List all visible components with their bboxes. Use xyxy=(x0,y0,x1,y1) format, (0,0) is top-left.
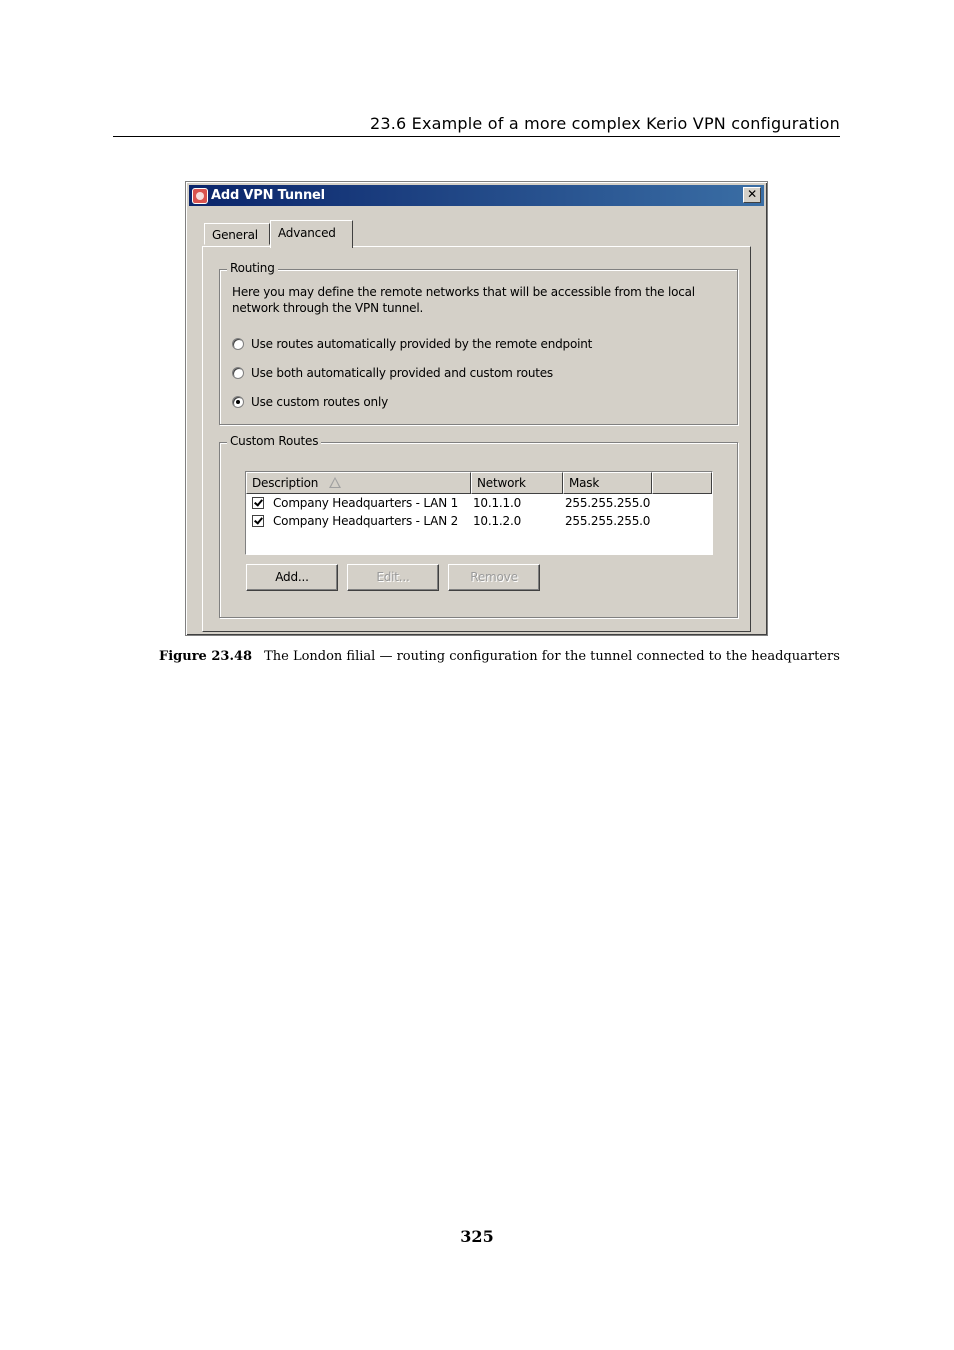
add-vpn-tunnel-dialog xyxy=(185,181,768,636)
tab-advanced[interactable]: Advanced xyxy=(270,220,353,248)
figure-caption xyxy=(159,649,859,665)
routing-description: Here you may define the remote networks that will be accessible from the local network through the VPN tunnel. xyxy=(232,285,695,315)
sort-ascending-icon xyxy=(329,477,341,488)
routes-table[interactable] xyxy=(245,471,713,555)
radio-label: Use routes automatically provided by the remote endpoint xyxy=(251,337,593,351)
page-number: 325 xyxy=(460,1227,494,1246)
app-icon xyxy=(192,188,208,204)
radio-custom-routes[interactable] xyxy=(232,395,388,409)
tab-general[interactable]: General xyxy=(204,223,270,245)
table-row[interactable] xyxy=(246,494,712,512)
add-button[interactable]: Add... xyxy=(246,564,338,591)
custom-routes-groupbox xyxy=(219,434,738,618)
row-checkbox[interactable] xyxy=(252,497,264,509)
routing-legend: Routing xyxy=(227,261,278,275)
remove-button[interactable]: Remove xyxy=(448,564,540,591)
table-row[interactable] xyxy=(246,512,712,530)
section-title: 23.6 Example of a more complex Kerio VPN configuration xyxy=(369,114,840,133)
radio-auto-routes[interactable] xyxy=(232,337,592,351)
column-header-description[interactable]: Description xyxy=(246,472,471,494)
row-mask: 255.255.255.0 xyxy=(565,514,651,528)
caption-text: The London filial — routing configuration for the tunnel connected to the headquarters xyxy=(264,649,840,664)
custom-routes-legend: Custom Routes xyxy=(227,434,321,448)
column-header-empty[interactable] xyxy=(652,472,712,494)
row-description: Company Headquarters - LAN 2 xyxy=(273,514,459,528)
row-network: 10.1.2.0 xyxy=(473,514,522,528)
column-header-network[interactable]: Network xyxy=(471,472,563,494)
figure-number: Figure 23.48 xyxy=(159,649,253,664)
radio-button-selected[interactable] xyxy=(232,396,244,408)
dialog-title: Add VPN Tunnel xyxy=(211,188,325,203)
row-checkbox[interactable] xyxy=(252,515,264,527)
radio-label: Use custom routes only xyxy=(251,395,388,409)
radio-button[interactable] xyxy=(232,338,244,350)
title-bar[interactable] xyxy=(189,185,764,206)
advanced-tab-panel xyxy=(202,246,751,632)
close-icon[interactable]: ✕ xyxy=(743,187,761,203)
row-mask: 255.255.255.0 xyxy=(565,496,651,510)
row-description: Company Headquarters - LAN 1 xyxy=(273,496,459,510)
radio-button[interactable] xyxy=(232,367,244,379)
routing-groupbox xyxy=(219,261,738,425)
radio-label: Use both automatically provided and custom routes xyxy=(251,366,553,380)
running-header xyxy=(113,114,840,137)
table-header xyxy=(246,472,712,494)
row-network: 10.1.1.0 xyxy=(473,496,522,510)
edit-button[interactable]: Edit... xyxy=(347,564,439,591)
column-header-mask[interactable]: Mask xyxy=(563,472,652,494)
radio-both-routes[interactable] xyxy=(232,366,553,380)
